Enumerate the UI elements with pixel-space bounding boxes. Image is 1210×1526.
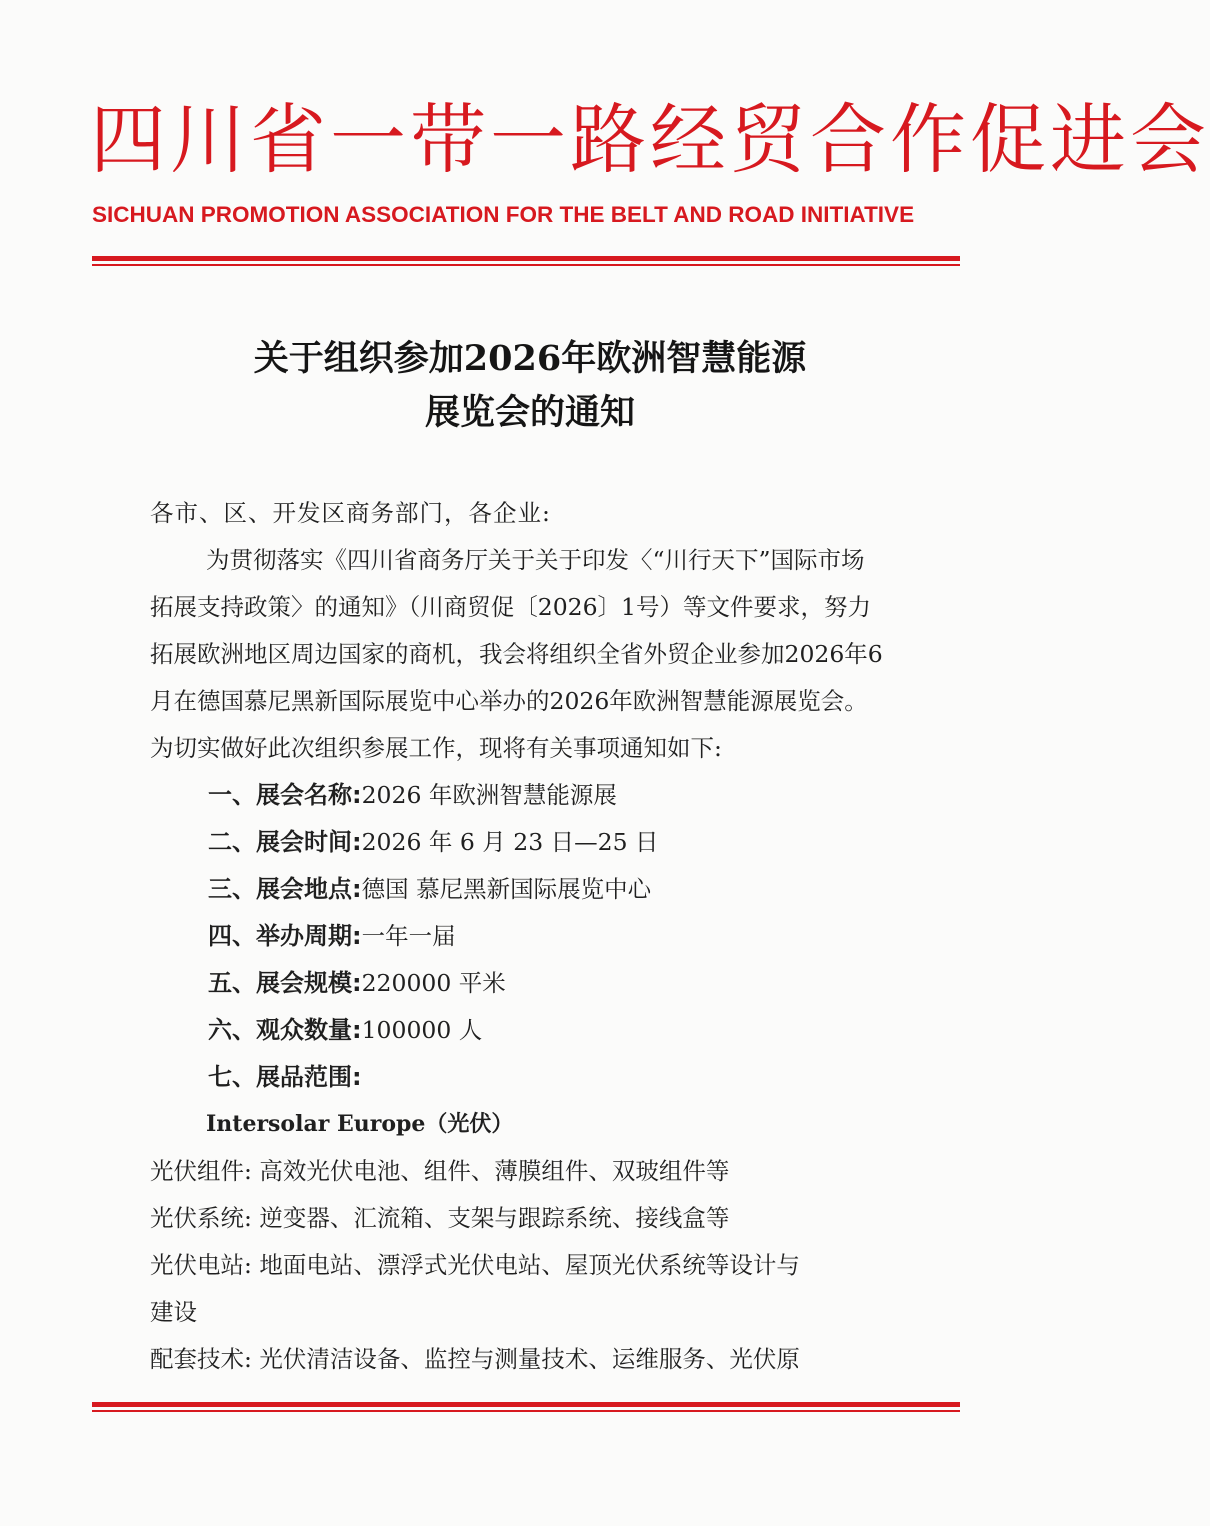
paragraph-line: 拓展支持政策〉的通知》（川商贸促〔2026〕1号）等文件要求，努力: [150, 593, 872, 621]
scope-subheading: Intersolar Europe（光伏）: [206, 1111, 514, 1137]
paragraph-line: 为切实做好此次组织参展工作，现将有关事项通知如下:: [150, 734, 722, 762]
scope-line: 光伏系统: 逆变器、汇流箱、支架与跟踪系统、接线盒等: [150, 1204, 730, 1232]
paragraph-line: 月在德国慕尼黑新国际展览中心举办的2026年欧洲智慧能源展览会。: [150, 687, 868, 715]
scope-line: 光伏电站: 地面电站、漂浮式光伏电站、屋顶光伏系统等设计与: [150, 1251, 800, 1279]
item-value: 一年一届: [361, 922, 456, 950]
item-label: 六、观众数量:: [208, 1016, 362, 1044]
list-item: [150, 960, 960, 1007]
letterhead-rule-thin: [92, 264, 960, 266]
list-item: [150, 866, 960, 913]
document-body: [150, 490, 960, 1383]
footer-rule-thin: [92, 1410, 960, 1412]
list-item: [150, 819, 960, 866]
list-item: [150, 913, 960, 960]
item-value: 100000 人: [361, 1016, 483, 1044]
letterhead-rule-thick: [92, 256, 960, 261]
item-label: 五、展会规模:: [208, 969, 362, 997]
item-value: 2026 年欧洲智慧能源展: [361, 781, 617, 809]
item-label: 二、展会时间:: [208, 828, 362, 856]
item-label: 三、展会地点:: [208, 875, 362, 903]
letterhead-org-name-cn: 四川省一带一路经贸合作促进会: [90, 95, 1210, 184]
item-label: 一、展会名称:: [208, 781, 362, 809]
salutation: 各市、区、开发区商务部门，各企业:: [150, 499, 551, 527]
item-value: 2026 年 6 月 23 日—25 日: [361, 828, 659, 856]
item-label: 七、展品范围:: [208, 1063, 362, 1091]
list-item: [150, 1054, 960, 1101]
document-title-line-1: 关于组织参加2026年欧洲智慧能源: [253, 338, 807, 379]
footer-rule-thick: [92, 1402, 960, 1407]
item-value: 220000 平米: [361, 969, 506, 997]
paragraph-line: 拓展欧洲地区周边国家的商机，我会将组织全省外贸企业参加2026年6: [150, 640, 883, 668]
scope-line: 建设: [150, 1298, 197, 1326]
document-title-line-2: 展览会的通知: [424, 392, 635, 433]
list-item: [150, 772, 960, 819]
item-value: 德国 慕尼黑新国际展览中心: [361, 875, 652, 903]
item-label: 四、举办周期:: [208, 922, 362, 950]
scope-line: 光伏组件: 高效光伏电池、组件、薄膜组件、双玻组件等: [150, 1157, 730, 1185]
letterhead-org-name-en: SICHUAN PROMOTION ASSOCIATION FOR THE BELT AND ROAD INITIATIVE: [92, 202, 915, 227]
paragraph-line: 为贯彻落实《四川省商务厅关于关于印发〈“川行天下”国际市场: [206, 546, 865, 574]
list-item: [150, 1007, 960, 1054]
scope-line: 配套技术: 光伏清洁设备、监控与测量技术、运维服务、光伏原: [150, 1345, 800, 1373]
